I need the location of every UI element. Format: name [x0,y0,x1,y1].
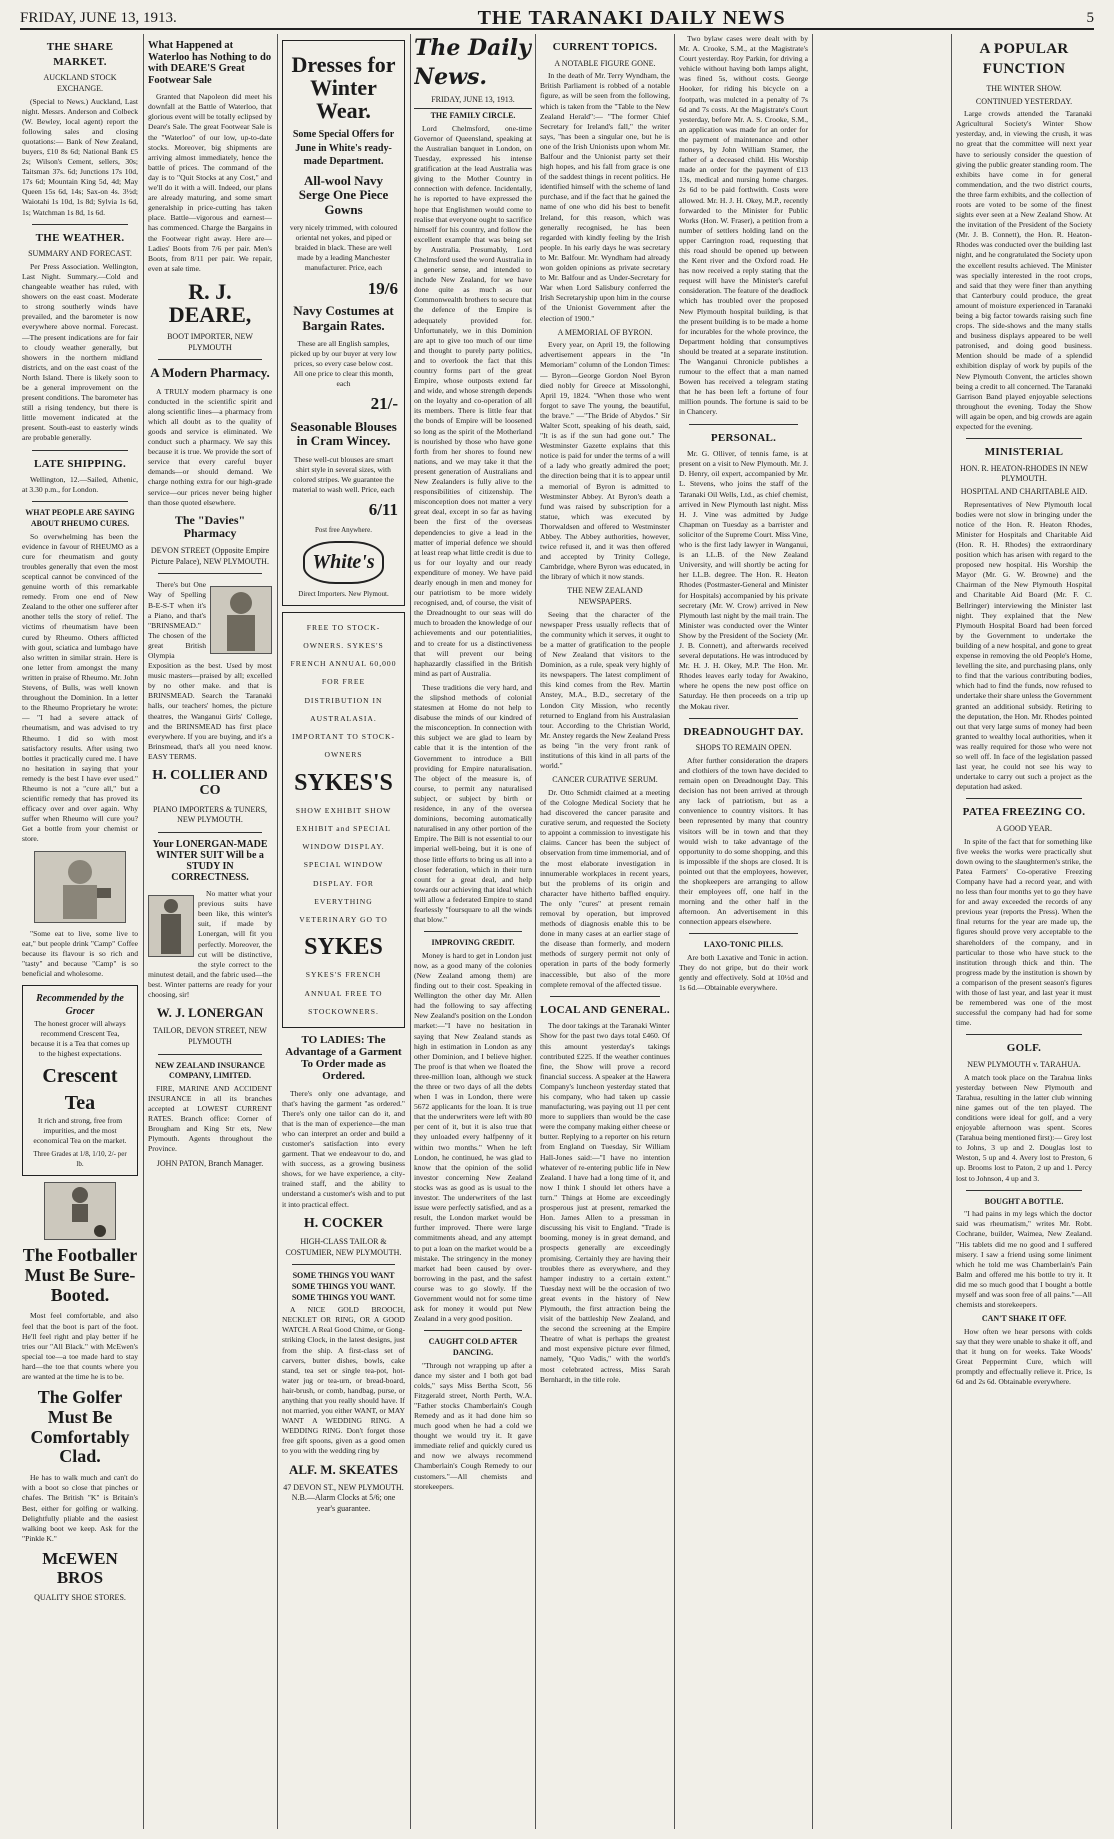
stock-exchange-subheading: AUCKLAND STOCK EXCHANGE. [43,73,117,93]
notable-figure-text: In the death of Mr. Terry Wyndham, the British Parliament is robbed of a notable figure, as will be seen from the following, which is taken from the "Table to the New Zealand Herald":— "The former Chief Secretary for Ireland's fall," the writer says, "has been a singular one, but he is one of the Irish Unionists upon whom Mr. Balfour and the Unionist party set their high hopes, and his fall from grace is one of the saddest things in recent politics. He identified himself with the scheme of land purchase, and if the fact that he gained the name of one who did his best to benefit Ireland, for this reason, which was generally recognised, he has been regarded with kindly feeling by the Irish people. In his early days he was secretary to Mr. Balfour. Mr. Wyndham had already won golden opinions as private secretary to Mr. Balfour and as Under-Secretary for War when Lord Salisbury conferred the Irish Secretaryship upon him in the course of the Unionist Government after the election of 1900." [540,71,670,323]
brinsmead-text: There's but One Way of Spelling B-E-S-T when it's a Piano, and that's "BRINSMEAD." The chosen of the great British Olympia Exposition as the best. Used by most music masters—praised by all; excelled by no other make. and that is BRINSMEAD. Search the Taranaki halls, our teachers' homes, the picture theatres, the Wanganui Girls' College, and the BRINSMEAD has first place everywhere. If you are buying, and it's a Brinsmead, that's all you need know. EASY TERMS. [148,580,272,761]
tea-description: It rich and strong, free from impurities, and the most economical Tea on the market. [33,1116,127,1146]
column-rule [535,34,536,1829]
ministerial-heading: MINISTERIAL [984,446,1064,459]
patea-heading: PATEA FREEZING CO. [962,806,1086,819]
crescent-tea-ad [22,985,138,1176]
bought-bottle-heading: BOUGHT A BOTTLE. [984,1196,1064,1206]
some-things-heading: SOME THINGS YOU WANT SOME THINGS YOU WANT. SOME THINGS YOU WANT. [291,1271,396,1302]
winter-show-subheading: THE WINTER SHOW. [986,83,1062,93]
brooch-text: A NICE GOLD BROOCH, NECKLET OR RING, OR A GOOD WATCH. A Real Good Chime, or Gong-striking Clock, in the latest designs, just from the ship. A first-class set of carvers, butter dishes, bowls, cake stand, tea set or single tea-pot, hot-water jug or tea-urn, or bread-board, hair-brush, or comb, handbag, purse, or anything that you really should have. If not married, you either WANT, or MAY WANT A WEDDING RING. A WEDDING RING. Don't forget those free gift spoons, given as a good omen to you with the wedding ring by [282,1305,405,1456]
piano-illustration [210,586,272,654]
dreadnought-subheading: SHOPS TO REMAIN OPEN. [695,743,792,753]
column-rule [277,34,278,1829]
rheumo-text: So overwhelming has been the evidence in favour of RHEUMO as a cure for rheumatism and gouty troubles generally that even the most sceptical cannot be convinced of the genuine worth of this remarkable remedy. From one end of New Zealand to the other one sufferer after another tells the story of relief. The victims of rheumatism have been cured by Rheumo. Others afflicted with gout, sciatica and lumbago have also written in similar strain. Here is one letter from amongst the many written in praise of Rheumo. Mr. John Stevens, of Bulls, was well known throughout the Dominion. In a letter to the Rheumo Proprietary he wrote:— "I had a severe attack of rheumatism, and was advised to try Rheumo. I did so with most satisfactory results. After using two bottles it practically cured me. I have no hesitation in saying that your remedy is the best I have ever used." Rheumo is not a "cure all," but a scientific remedy that has proved its efficacy over and over again. Why suffer when Rheumo will cure you? Get a bottle from your chemist or store. [22,531,138,844]
mcewen-name: McEWEN BROS [42,1548,118,1587]
waterloo-text: Granted that Napoleon did meet his downfall at the Battle of Waterloo, that glorious event will be totally eclipsed by Deare's Sale. The great Footwear Sale is the "Waterloo" of our low, up-to-date stocks. Moreover, big shipments are arriving almost immediately, hence the battle of prices. The command of the day is to "Quit Stocks at any Cost," and we'll do it with a will. Indeed, our plans are already maturing, and some smart generalship in price-cutting has taken place. Battle—vigorous and earnest—has commenced. Charge the Bargains in the Footwear right away. Here are— Ladies' Boots from 7/6 per pair. Men's Boots, from 8/11 per pair. We repair, even at sale time. [148,92,272,273]
tea-prices: Three Grades at 1/8, 1/10, 2/- per lb. [33,1150,127,1168]
ladies-heading: TO LADIES: The Advantage of a Garment To Order made as Ordered. [285,1034,402,1083]
dreadnought-text: After further consideration the drapers and clothiers of the town have decided to remain open on Dreadnought Day. This decision has not been arrived at through any lack of patriotism, but as a convenience to country visitors. It has been represented by many that country visitors will be in town and that they would wish to take advantage of the opportunity to do some shopping, and this is impossible if the shops are closed. It is pointed out that the employees, however, the shopkeepers are arranging to allow their employees off, one half in the morning and the other half in the afternoon. An advertisement in this connection appears elsewhere. [679,755,808,927]
column-rule [812,34,813,1829]
shipping-heading: LATE SHIPPING. [33,457,126,470]
weather-subheading: SUMMARY AND FORECAST. [28,249,132,259]
laxo-tonic-text: Are both Laxative and Tonic in action. They do not gripe, but do their work gently and effectively. Sold at 10½d and 1s 6d.—Obtainable everywhere. [679,953,808,993]
shipping-text: Wellington, 12.—Sailed, Athenic, at 3.30 p.m., for London. [22,475,138,495]
davies-subtitle: DEVON STREET (Opposite Empire Picture Palace), NEW PLYMOUTH. [150,546,270,566]
suited-man-icon [149,896,193,956]
patea-text: In spite of the fact that for something like five weeks the works were practically shut down owing to the slaughtermen's strike, the Patea Farmers' Co-operative Freezing Company have had a record year, and with no less than four months yet to go they have for and away exceeded the records of any previous year (reports the Press). When the final returns for the year are made up, the figures should prove very acceptable to the shareholders of the company, and in particular to those who have stuck to the institution through thick and thin. The progress made by the institution is shown by a comparison of the present season's figures with those of last year, and last year it must be remembered was one of the most successful the company had had for some time. [956,836,1092,1028]
column-5 [540,34,670,1829]
skeates-subtitle: 47 DEVON ST., NEW PLYMOUTH. N.B.—Alarm Clocks at 5/6; one year's guarantee. [283,1482,404,1514]
column-6 [679,34,808,1829]
local-general-text: The door takings at the Taranaki Winter Show for the past two days total £460. Of this amount yesterday's takings contributed £225. If the weather continues fine, the Show will prove a record financial success. A speaker at the Hawera Company's luncheon yesterday stated that his company, who had taken up cassie manufacturing, was paying out 11 per cent more to suppliers than would be the case were the company making either cheese or butter. Replying to a reporter on his return from England on Tuesday, Sir William Hall-Jones said:—"I have no intention whatever of re-entering public life in New Zealand. I have had a long time of it, and now I think I should let others have a turn." Things at Home are exceedingly prosperous just at present, remarked the Hon. James Allen to a pressman in discussing his visit to England. "Trade is booming, money is in great demand, and prospects generally are exceedingly promising. Certainly they are having their troubles there as everywhere, and they hamper industry to a certain extent." Tuesday next will be the occasion of two great events in the history of New Plymouth, the first attraction being the visit of the battleship New Zealand, and the second the screening at the Empire Theatre of what is perhaps the greatest and most expensive picture ever filmed, namely, "Quo Vadis," with the world's most celebrated actress, Miss Sarah Bernhardt, in the title role. [540,1021,670,1384]
column-7 [956,34,1092,1829]
coffee-illustration [34,851,126,923]
caught-cold-text: "Through not wrapping up after a dance my sister and I both got bad colds," says Miss Bertha Scott, 56 Fitzgerald street, North Perth, W.A. "Father stocks Chamberlain's Cough Remedy and as it had done him so much good when he had a cold we thought we would try it. It gave immediate relief and quickly cured us and now we always recommend Chamberlain's Cough Remedy to our customers."—All chemists and storekeepers. [414,1360,532,1491]
family-circle-text-2: These traditions die very hard, and the slipshod methods of colonial statesmen at Home do not help to disabuse the minds of our kindred of the misconception. In connection with this subject we are glad to learn by cable that it is the intention of the Government to introduce a Bill providing for Empire naturalisation. The object of the measure is, of course, to permit any naturalised subject, or subject by birth or residence, in any of the oversea dominions, becoming automatically naturalised in any other portion of the Empire. The Bill is not essential to our imperial well-being, but it is one of those little efforts to bring us all into a closer federation, which in their turn count for a great deal, and help towards our achieving that ideal which will allow a federated Empire to stand fearlessly "foursquare to all the winds that blow." [414,682,532,925]
local-general-heading: LOCAL AND GENERAL. [540,1003,670,1016]
collier-subtitle: PIANO IMPORTERS & TUNERS, NEW PLYMOUTH. [152,804,268,825]
dreadnought-heading: DREADNOUGHT DAY. [683,725,804,738]
tea-recommend-text: The honest grocer will always recommend Crescent Tea, because it is a Tea that comes up to the highest expectations. [30,1018,130,1058]
column-4 [414,34,532,1829]
pharmacy-heading: A Modern Pharmacy. [150,365,270,381]
nzi-heading: NEW ZEALAND INSURANCE COMPANY, LIMITED. [155,1060,265,1081]
share-market-heading: THE SHARE MARKET. [46,41,114,68]
footballer-illustration [44,1182,116,1240]
column-2 [148,34,272,1829]
editorial-masthead: The Daily News. [414,35,531,91]
deare-subtitle: BOOT IMPORTER, NEW PLYMOUTH [167,332,253,352]
lonergan-heading: Your LONERGAN-MADE WINTER SUIT Will be a STUDY IN CORRECTNESS. [152,839,268,884]
dresses-heading: Dresses for Winter Wear. [291,52,396,124]
popular-function-heading: A POPULAR FUNCTION [979,41,1069,77]
family-circle-heading: THE FAMILY CIRCLE. [430,111,516,121]
personal-text: Mr. G. Olliver, of tennis fame, is at present on a visit to New Plymouth. Mr. J. D. Henry, oil expert, accompanied by Mr. L. Stevens, who joins the staff of the Taranaki Oil Wells, Ltd., as chief chemist, arrived in New Plymouth last night. Miss H. J. Vine was admitted by Judge Chapman on Tuesday as a barrister and solicitor of the Supreme Court. Miss Vine, who is the first lady lawyer in Wanganui, is an LL.B. of the New Zealand University, and will shortly be acting for her LL.B. degree. The Hon. R. Heaton Rhodes (Postmaster-General and Minister for Hospitals) accompanied by his private secretary (Mr. W. Crow) arrived in New Plymouth last night by the mail train. The Minister was conducted over the Winter Show by the President of the Society (Mr. J. B. Connett), and afterwards received several deputations. He was introduced by Mr. H. J. H. Okey, M.P. The Hon. Mr. Rhodes leaves early today for Awakino, where he opens the new post office on Saturday. He then proceeds on a trip up the Mokau river. [679,449,808,711]
golfer-ad-heading: The Golfer Must Be Comfortably Clad. [30,1387,130,1467]
column-rule [410,34,411,1829]
costumes-heading: Navy Costumes at Bargain Rates. [293,303,394,333]
deare-name: R. J. DEARE, [168,278,252,327]
byron-heading: A MEMORIAL OF BYRON. [557,327,653,337]
page-number: 5 [1086,9,1094,26]
dresses-subheading: Some Special Offers for June in White's ready-made Department. [292,129,395,167]
cancer-serum-text: Dr. Otto Schmidt claimed at a meeting of the Cologne Medical Society that he had discovered the cancer parasite and curative serum, and requested the Society to appoint a commission to investigate his claims. Cancer has been the subject of observation from time immemorial, and of the most elaborate investigation in innumerable workplaces in recent years, but the problems of its origin and character have hitherto baffled enquiry. The only "cures" at present remain removal by operation, but improved methods of diagnosis enable this to be done in many cases at an earlier stage of the disease than formerly, and modern methods of surgery permit not only of operation in parts of the body formerly inaccessible, but also of the more complete removal of the affected tissue. [540,787,670,989]
man-with-cup-icon [35,852,125,922]
footballer-ad-text: Most feel comfortable, and also feel that the boot is part of the foot. He'll feel right and play better if he tries our "All Black." with McEwen's special toe—a toe made hard to stay hard—the toe that counts where you are wanted at the time he is to be. [22,1311,138,1381]
costumes-price: 21/- [370,394,398,414]
hospital-subheading: HOSPITAL AND CHARITABLE AID. [960,487,1088,496]
newspapers-heading: THE NEW ZEALAND NEWSPAPERS. [567,586,643,607]
weather-heading: THE WEATHER. [35,231,125,244]
golf-heading: GOLF. [1006,1042,1042,1055]
collier-heading: H. COLLIER AND CO [152,768,268,799]
suit-illustration [148,895,194,957]
improving-credit-heading: IMPROVING CREDIT. [431,938,515,948]
gowns-price: 19/6 [367,278,398,298]
golf-subheading: NEW PLYMOUTH v. TARAHUA. [967,1060,1081,1069]
blouses-text: These well-cut blouses are smart shirt style in several sizes, with colored stripes. We guarantee the material to wash well. Price, each [292,454,395,494]
weather-text: Per Press Association. Wellington, Last Night. Summary.—Cold and changeable weather has ruled, with showers on the east coast. Moderate to strong southerly winds have prevailed, and the barometer is now everywhere above normal. Forecast.—The present indications are for fair to cloudy weather generally, but showers in the northern midland districts, and on the east coast of the North Island. There is likely soon to be a general improvement on the present conditions. The barometer has still a rising tendency, but there is little movement indicated at the present. South-east to easterly winds are probable generally. [22,261,138,443]
cant-shake-text: How often we hear persons with colds say that they were unable to shake it off, and that it hung on for weeks. Take Woods' Great Peppermint Cure, which will promptly and effectually relieve it. Price, 1s 6d and 2s 6d. Obtainable everywhere. [956,1326,1092,1387]
winter-show-text: Large crowds attended the Taranaki Agricultural Society's Winter Show yesterday, and, in viewing the crush, it was no great that the committee will next year have to seriously consider the question of giving the public greater standing room. The exhibits have come in for general commendation, and the two district courts, the three farm exhibits, and the collection of roots are voted to be some of the finest sights ever seen at a New Zealand Show. At the invitation of the President of the Society (Mr. J. B. Connett), the Hon. R. Heaton-Rhodes was conducted over the building last night, and he congratulated the Society upon the excellent results achieved. The Minister was specially interested in the root crops, and said that they were finer than anything that Canterbury could produce, the great amount of moisture experienced in Taranaki being a big factor towards raising such fine crops. The side-shows and the many stalls and business displays appeared to be well patronised, and doing good business. Mention should be made of a splendid exhibition display of work by pupils of the New Plymouth Convent, the articles shown being a credit to all concerned. The Taranaki Garrison Band played enjoyable selections throughout the evening. Today the Show will again be open, and big crowds are again expected for the evening. [956,109,1092,432]
gentleman-icon [211,587,271,653]
sykes-text-1: FREE TO STOCK-OWNERS. SYKES'S FRENCH ANNUAL 60,000 FOR FREE DISTRIBUTION IN AUSTRALASIA. IMPORTANT TO STOCK-OWNERS [290,622,397,760]
caught-cold-heading: CAUGHT COLD AFTER DANCING. [428,1337,518,1357]
sykes-name-2: SYKES [304,934,383,961]
mcewen-subtitle: QUALITY SHOE STORES. [34,1593,126,1603]
tea-recommend-heading: Recommended by the Grocer [36,993,124,1018]
pharmacy-text: A TRULY modern pharmacy is one conducted in the scientific spirit and along scientific lines—a pharmacy from which all doubt as to the quality of goods and service is eliminated. We conduct such a pharmacy. We say this because it is true. We provide the sort of service that every careful buyer demands—or should demand. We charge nothing extra for our high-grade service—our prices never being higher than those quoted elsewhere. [148,386,272,507]
improving-credit-text: Money is hard to get in London just now, as a good many of the colonies (New Zealand among them) are finding out to their cost. Speaking in Wellington the other day Mr. Allen had the following to say affecting New Zealand's position on the London market:—"I have no hesitation in saying that New Zealand stands as high in estimation in London as any other Dominion, and I believe higher. The proof is that when we floated the three-million loan, although we stuck the three or two days of all the debts when I was in London, there were 5672 applicants for the loan. It is true that the underwriters were left with 80 per cent of it, but it is also true that they unloaded every halfpenny of it within two months." When he left London, he continued, he was glad to know that the opinion of the solid investor concerning New Zealand stocks was as good as is usual to the investor. The underwriters of the last issue were perfectly satisfied, and as a result, the London market would be further improved. There were large commitments ahead, and any attempt to put a loan on the market would be a mistake. The stringency in the money market had been caused by over-borrowing in the past, and the safest course was to go slowly. If the Government would not for some time ask for money it would put New Zealand in a very good position. [414,950,532,1324]
lonergan-text: No matter what your previous suits have been like, this winter's suit, if made by Lonergan, will fit you perfectly. Moreover, the cut will be distinctive, the style correct to the minutest detail, and the fabric used—the best. Winter patterns are ready for your choosing, sir! [148,889,272,1000]
davies-heading: The "Davies" Pharmacy [174,512,246,540]
lonergan-address: TAILOR, DEVON STREET, NEW PLYMOUTH [153,1026,267,1047]
blouses-heading: Seasonable Blouses in Cram Wincey. [290,418,397,449]
editorial-date: FRIDAY, JUNE 13, 1913. [414,95,532,110]
newspapers-text: Seeing that the character of the newspaper Press usually reflects that of the community which it serves, it ought to be a matter of gratification to the people of New Zealand that visitors to the Dominion, as a rule, speak very highly of its newspapers. The latest compliment of this kind comes from the Rev. Martin Anstey, M.A., B.D., secretary of the London City Mission, who recently returned to England from his Australasian tour. According to the Christian World, Mr. Anstey regards the New Zealand Press as being "in the very front rank of institutions of this kind in all parts of the world." [540,609,670,771]
local-notes-text: Two bylaw cases were dealt with by Mr. A. Crooke, S.M., at the Magistrate's Court yesterday. Roy Parkin, for driving a vehicle without having both lamps alight, was fined 5s, without costs. George Hooker, for riding his bicycle on a footpath, was mulcted in a penalty of 7s 6d and 7s costs. At the Magistrate's Court yesterday, before Mr. A. S. Crooke, S.M., an application was made for an order for the payment of maintenance and other moneys, by John William Stamer, the father of a deceased child. His Worship made an order for the payment of £13 13s, medical and nursing home charges. 2s 6d to be paid forthwith. Costs were allowed. Mr. H. J. H. Okey, M.P., recently forwarded to the Minister for Public Works (Hon. W. Fraser), a petition from a number of settlers holding land on the upper Carrington road, requesting that this road should be opened up between the Kent river and the Oxford road. He has now received a reply stating that the request will have the Minister's careful consideration. The feature of the deadlock which has troubled over the proposed New Plymouth hospital building, is that the present building is to be made a home for incurables for the whole province, the Department holding that consumptives should be treated at a separate institution. The Wanganui Chronicle publishes a rumour to the effect that a man named Bowen has received a telegram stating that he has been left a fortune of four million pounds. The fortune is said to be in Chancery. [679,34,808,417]
lonergan-name: W. J. LONERGAN [156,1005,264,1021]
sykes-text-2: SHOW EXHIBIT SHOW EXHIBIT and SPECIAL WINDOW DISPLAY. SPECIAL WINDOW DISPLAY. FOR EVERYTHING VETERINARY GO TO [295,805,392,925]
newspaper-title: THE TARANAKI DAILY NEWS [477,6,786,29]
column-rule [143,34,144,1829]
gowns-heading: All-wool Navy Serge One Piece Gowns [298,173,389,217]
sykes-text-3: SYKES'S FRENCH ANNUAL FREE TO STOCKOWNERS. [304,970,383,1016]
current-topics-heading: CURRENT TOPICS. [552,41,658,53]
cancer-serum-heading: CANCER CURATIVE SERUM. [552,775,658,785]
column-1 [22,34,138,1829]
blouses-price: 6/11 [368,499,398,519]
sykes-ad [282,612,405,1028]
nzi-text: FIRE, MARINE AND ACCIDENT INSURANCE in all its branches accepted at LOWEST CURRENT RATES. Branch office: Corner of Brougham and King Str ets, New Plymouth. Agents throughout the Province. [148,1083,272,1154]
patea-subheading: A GOOD YEAR. [996,823,1052,833]
column-rule [951,34,952,1829]
footballer-ad-heading: The Footballer Must Be Sure-Booted. [22,1245,138,1305]
laxo-tonic-heading: LAXO-TONIC PILLS. [704,940,783,950]
column-3 [282,34,405,1829]
whites-ad [282,40,405,606]
ministerial-subheading: HON. R. HEATON-RHODES IN NEW PLYMOUTH. [960,463,1088,484]
cocker-name: H. COCKER [303,1215,384,1231]
gowns-text: very nicely trimmed, with coloured oriental net yokes, and piped or braided in black. These are well made by a leading Manchester manufacturer. Price, each [289,223,398,273]
bought-bottle-text: "I had pains in my legs which the doctor said was rheumatism," writes Mr. Robt. Cochrane, builder, Waimea, New Zealand. "His tablets did me no good and I suffered misery. I saw a friend using some liniment which he told me was Chamberlain's Pain Balm and offered me his bottle to try it. It did me so much good that I bought a bottle myself and was soon free of all pains."—All chemists and storekeepers. [956,1209,1092,1310]
ladies-text: There's only one advantage, and that's having the garment "as ordered." There's only one tailor can do it, and that is the man of experience—the man who can interpret an order and build a customer's satisfaction into every garment. That we endeavour to do, and with success, as a growing business shows, for we have experience, a city-trained staff, and the ability to understand a customer's wish and to put it into practical effect. [282,1088,405,1209]
golf-text: A match took place on the Tarahua links yesterday between New Plymouth and Tarahua, resulting in the latter club winning nine games out of the ten played. The conditions were ideal for golf, and a very enjoyable afternoon was spent. Scores (Tarahua being mentioned first):— Grey lost to Johns, 3 up and 2. Douglas lost to Weston, 5 up and 4. Avery lost to Preston, 6 up. Brooms lost to Paton, 2 up and 1. Percy lost to Johnson, 4 up and 3. [956,1072,1092,1183]
column-rule [674,34,675,1829]
cocker-subtitle: HIGH-CLASS TAILOR & COSTUMIER, NEW PLYMOUTH. [285,1237,402,1257]
sykes-name: SYKES'S [294,769,393,796]
rheumo-heading: WHAT PEOPLE ARE SAYING ABOUT RHEUMO CURES. [25,508,135,528]
footballer-icon [45,1183,115,1239]
personal-heading: PERSONAL. [710,431,777,444]
golfer-ad-text: He has to walk much and can't do with a boot so close that pinches or chafes. The British "K" is Britain's Best, either for golfing or walking. Delightfully pliable and the easiest walking boot we keep. Ask for the "Pinkle K." [22,1473,138,1543]
cant-shake-heading: CAN'T SHAKE IT OFF. [981,1314,1067,1324]
tea-brand: Crescent Tea [42,1064,118,1114]
continued-subheading: CONTINUED YESTERDAY. [975,96,1073,106]
skeates-name: ALF. M. SKEATES [288,1461,399,1477]
issue-date: FRIDAY, JUNE 13, 1913. [20,9,177,26]
post-free: Post free Anywhere. [315,525,372,534]
notable-figure-heading: A NOTABLE FIGURE GONE. [554,58,656,68]
share-market-text: (Special to News.) Auckland, Last night. Messrs. Anderson and Colbeck (W. Bewley, local agent) report the following sales and closing quotations:— Bank of New Zealand, buyers, £10 8s 6d; National Bank £5 2s; Wilson's Cement, sellers, 30s; Taitsman 37s. 6d; Junctions 17s 10d, 17s 6d; Mountain King 5d, 4d; May Queen 15s 6d, 14s; Sax-on 4s. 3½d; Waiotahi 1s 10d, 1s 8d; Sylvia 1s 6d, 1s; Watchman 1s 8d, 1s 6d. [22,96,138,217]
family-circle-text: Lord Chelmsford, one-time Governor of Queensland, speaking at the Australian banquet in London, on Tuesday, expressed his intense gratification at the lead Australia was giving to the Mother Country in connection with defence. Incidentally, he is reported to have expressed the hope that Englishmen would come to realise that everyone ought to sacrifice himself for his country, and follow the excellent example that was being set by Australia. Presumably, Lord Chelmsford used the word Australia in a generic sense, and intended to include New Zealand, for we have done quite as much as our Commonwealth brothers to secure that the defence of the Empire is adequately provided for. Unfortunately, we in this Dominion are apt to give too much of our time and thought to purely party politics, and to overlook the fact that this country forms part of the great Empire, whose outposts extend far and wide, and whose strength depends on the loyalty and co-operation of all its members. There is little fear that the bonds of Empire will be loosened so long as the spirit of the Motherland is nourished by those who have gone forth from her shores to found new nations, and we may take it that the present generation of Australians and New Zealanders is fully alive to the responsibilities of citizenship. The misconception does not matter a very great deal, except in so far as having been the first of the overseas dependencies to give a lead in the matter of imperial defence we should at least reap what little credit is due to us for our loyalty and our ready expenditure of money. We have paid dearly enough in men and money for our patriotism to be more widely recognised, and, of course, the visit of the Dreadnought to our seas will do much to broaden the knowledge of our achievements and our potentialities, and to create for us a distinctiveness that will prevent our being haphazardly classified in the British mind as part of Australia. [414,123,532,678]
byron-text: Every year, on April 19, the following advertisement appears in the "In Memoriam" column of the London Times:— Byron—George Gordon Noel Byron died nobly for Greece at Missolonghi, April 19, 1824. "When those who went forgot to save The young, the beautiful, the brave." —"The Bride of Abydos." Sir Walter Scott, speaking of his death, said, "It is as if the sun had gone out." The Westminster Gazette explains that this notice is paid for under the terms of a will of a lady who greatly admired the poet; the direction being that it is to appear until a memorial of Byron is admitted to Westminster Abbey. At Byron's death a fund was raised by subscription for a statue, which was executed by Thorwaldsen and offered to Westminster Abbey. The Abbey authorities, however, twice refused it, and it was then offered and accepted by Trinity College, Cambridge, where Byron was educated, in the library of which it now stands. [540,340,670,582]
waterloo-heading: What Happened at Waterloo has Nothing to do with DEARE'S Great Footwear Sale [148,40,272,86]
whites-subtitle: Direct Importers. New Plymout. [298,589,389,598]
costumes-text: These are all English samples, picked up by our buyer at very low prices, so every case below cost. All one price to clear this month, each [290,338,397,389]
whites-logo: White's [303,541,384,584]
masthead [20,8,1094,30]
nzi-signature: JOHN PATON, Branch Manager. [156,1158,264,1168]
ministerial-text: Representatives of New Plymouth local bodies were not slow in bringing under the notice of the Hon. R. Heaton Rhodes, Minister for Hospitals and Charitable Aid (Hon. R. H. Rhodes) the extraordinary position which has arisen with regard to the proposed new hospital. His Worship the Mayor (Mr. G. W. Browne) and the Chairman of the New Plymouth Hospital and Charitable Aid Board (Mr. F. C. Bellringer) interviewing the Minister last night. They explained that the New Plymouth Hospital Board had been forced by the Government to undertake the building of a new hospital, and gone to great expense in removing the old People's Home, levelling the site, and purchasing plans, only to find that the various contributing bodies, which had to find the funds, now refused to undertake their share unless the Government granted an additional subsidy. Retiring to the deputation, the Hon. Mr. Rhodes pointed out that very large sums of money had been granted to wealthy local authorities, when it was really required for those who were not so well off. In face of the legislation passed last year, he could not see his way to undertake to carry out such a project as the deputation had asked. [956,499,1092,792]
camp-coffee-text: "Some eat to live, some live to eat," but people drink "Camp" Coffee because its flavour is so rich and "tasty" and because "Camp" is so beneficial and wholesome. [22,928,138,978]
